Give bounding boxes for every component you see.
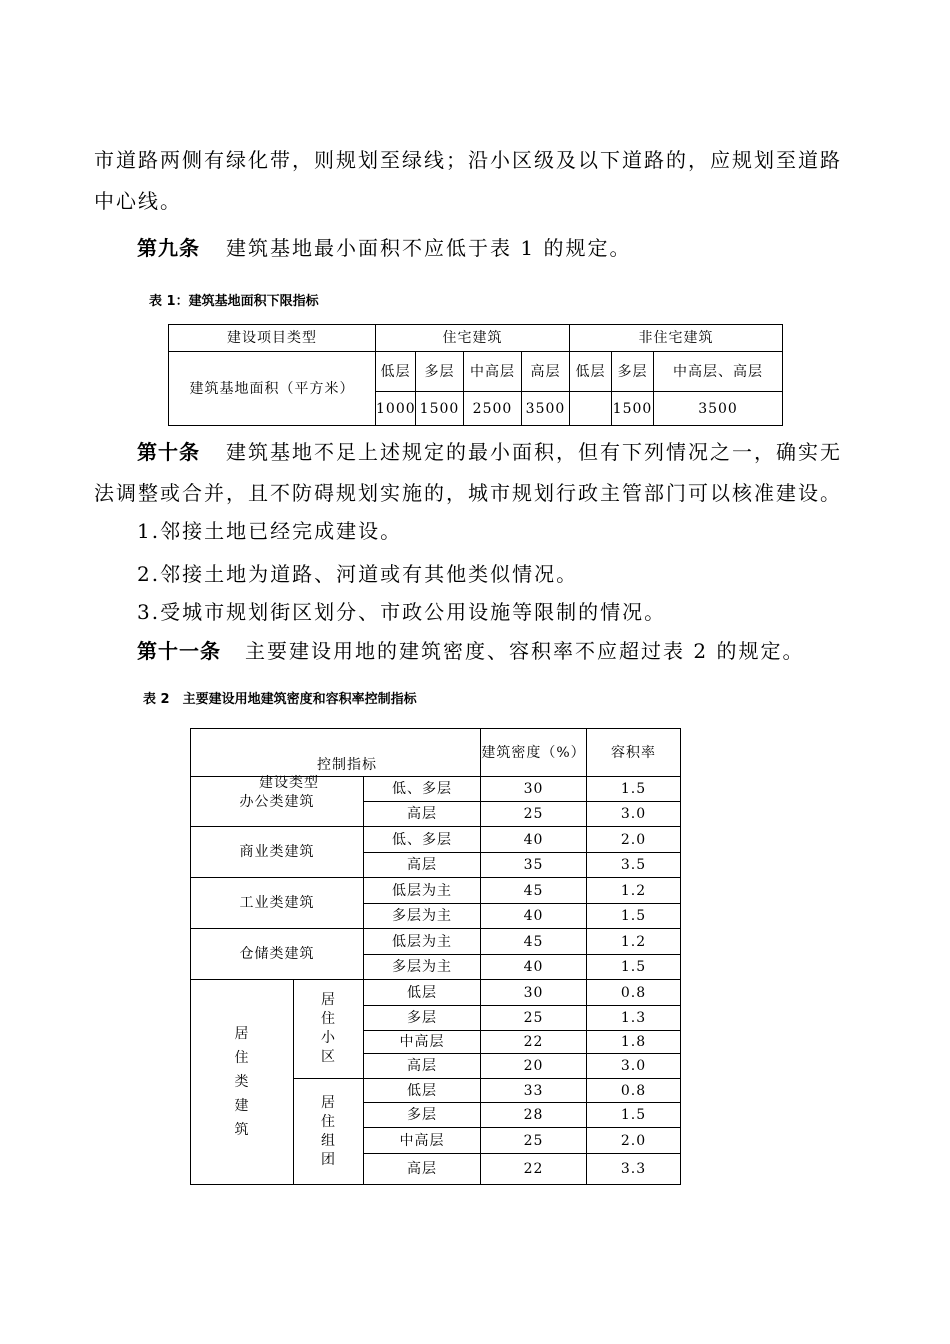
paragraph-line: 法调整或合并，且不防碍规划实施的，城市规划行政主管部门可以核准建设。	[94, 481, 842, 505]
subgroup-label: 居住组团	[321, 1094, 336, 1168]
far-cell: 3.0	[587, 802, 681, 827]
density-cell: 25	[481, 802, 587, 827]
density-cell: 30	[481, 980, 587, 1006]
table-cell: 3500	[654, 392, 783, 426]
list-item: 2.邻接土地为道路、河道或有其他类似情况。	[137, 562, 579, 586]
subgroup-label-vertical	[294, 980, 364, 1079]
far-cell: 1.2	[587, 878, 681, 904]
density-cell: 40	[481, 904, 587, 929]
list-item: 1.邻接土地已经完成建设。	[137, 519, 403, 543]
density-cell: 22	[481, 1031, 587, 1054]
density-cell: 40	[481, 955, 587, 980]
far-cell: 1.3	[587, 1006, 681, 1031]
group-label-vertical	[191, 980, 294, 1185]
paragraph-line: 市道路两侧有绿化带，则规划至绿线；沿小区级及以下道路的，应规划至道路	[94, 148, 842, 172]
article-text: 建筑基地不足上述规定的最小面积，但有下列情况之一，确实无	[226, 440, 842, 464]
far-cell: 1.5	[587, 777, 681, 802]
table-cell: 3500	[522, 392, 570, 426]
far-cell: 3.3	[587, 1154, 681, 1185]
level-cell: 低层为主	[364, 929, 481, 955]
level-cell: 高层	[364, 802, 481, 827]
column-header: 多层	[612, 352, 654, 392]
article-text: 主要建设用地的建筑密度、容积率不应超过表 2 的规定。	[245, 639, 805, 663]
article-title: 第十条	[137, 440, 200, 464]
density-cell: 28	[481, 1103, 587, 1128]
article-title: 第九条	[137, 236, 200, 260]
far-cell: 0.8	[587, 1079, 681, 1103]
level-cell: 高层	[364, 1054, 481, 1079]
subgroup-label: 居住小区	[321, 992, 336, 1065]
table-1	[168, 324, 783, 426]
header-cell: 非住宅建筑	[570, 325, 783, 352]
table-cell: 1500	[612, 392, 654, 426]
header-density: 建筑密度（%）	[481, 729, 587, 777]
density-cell: 30	[481, 777, 587, 802]
density-cell: 40	[481, 827, 587, 853]
density-cell: 33	[481, 1079, 587, 1103]
group-label: 工业类建筑	[191, 878, 364, 929]
table-2	[190, 728, 681, 1185]
table2-caption: 表 2 主要建设用地建筑密度和容积率控制指标	[143, 692, 417, 707]
list-item: 3.受城市规划街区划分、市政公用设施等限制的情况。	[137, 600, 667, 624]
level-cell: 高层	[364, 853, 481, 878]
residential-label: 居住类建筑	[234, 1026, 250, 1138]
density-cell: 45	[481, 878, 587, 904]
row-label: 建筑基地面积（平方米）	[169, 352, 376, 426]
density-cell: 22	[481, 1154, 587, 1185]
level-cell: 低、多层	[364, 827, 481, 853]
article-11	[137, 640, 804, 662]
far-cell: 1.5	[587, 904, 681, 929]
level-cell: 多层为主	[364, 955, 481, 980]
level-cell: 低层	[364, 1079, 481, 1103]
paragraph-line: 中心线。	[94, 189, 182, 213]
column-header: 低层	[376, 352, 416, 392]
level-cell: 低层	[364, 980, 481, 1006]
table-cell: 2500	[464, 392, 522, 426]
far-cell: 3.5	[587, 853, 681, 878]
far-cell: 1.2	[587, 929, 681, 955]
column-header: 低层	[570, 352, 612, 392]
far-cell: 3.0	[587, 1054, 681, 1079]
table-cell: 1000	[376, 392, 416, 426]
level-cell: 高层	[364, 1154, 481, 1185]
far-cell: 2.0	[587, 827, 681, 853]
article-10	[137, 441, 842, 463]
far-cell: 1.5	[587, 955, 681, 980]
density-cell: 35	[481, 853, 587, 878]
header-type: 建设类型	[259, 774, 319, 791]
header-index: 控制指标	[317, 756, 377, 773]
far-cell: 1.8	[587, 1031, 681, 1054]
group-label: 办公类建筑	[191, 777, 364, 827]
level-cell: 多层	[364, 1006, 481, 1031]
table-cell: 1500	[416, 392, 464, 426]
article-text: 建筑基地最小面积不应低于表 1 的规定。	[226, 236, 632, 260]
column-header: 中高层	[464, 352, 522, 392]
column-header: 中高层、高层	[654, 352, 783, 392]
density-cell: 25	[481, 1128, 587, 1154]
density-cell: 45	[481, 929, 587, 955]
header-far: 容积率	[587, 729, 681, 777]
level-cell: 低层为主	[364, 878, 481, 904]
column-header: 高层	[522, 352, 570, 392]
article-title: 第十一条	[137, 639, 221, 663]
group-label: 商业类建筑	[191, 827, 364, 878]
table1-caption: 表 1：建筑基地面积下限指标	[149, 294, 319, 309]
level-cell: 多层	[364, 1103, 481, 1128]
group-label: 仓储类建筑	[191, 929, 364, 980]
level-cell: 低、多层	[364, 777, 481, 802]
far-cell: 1.5	[587, 1103, 681, 1128]
level-cell: 中高层	[364, 1031, 481, 1054]
column-header: 多层	[416, 352, 464, 392]
density-cell: 25	[481, 1006, 587, 1031]
far-cell: 0.8	[587, 980, 681, 1006]
header-cell: 住宅建筑	[376, 325, 570, 352]
level-cell: 中高层	[364, 1128, 481, 1154]
far-cell: 2.0	[587, 1128, 681, 1154]
level-cell: 多层为主	[364, 904, 481, 929]
article-9	[137, 237, 631, 259]
table-cell	[570, 392, 612, 426]
density-cell: 20	[481, 1054, 587, 1079]
subgroup-label-vertical	[294, 1079, 364, 1185]
header-cell: 建设项目类型	[169, 325, 376, 352]
